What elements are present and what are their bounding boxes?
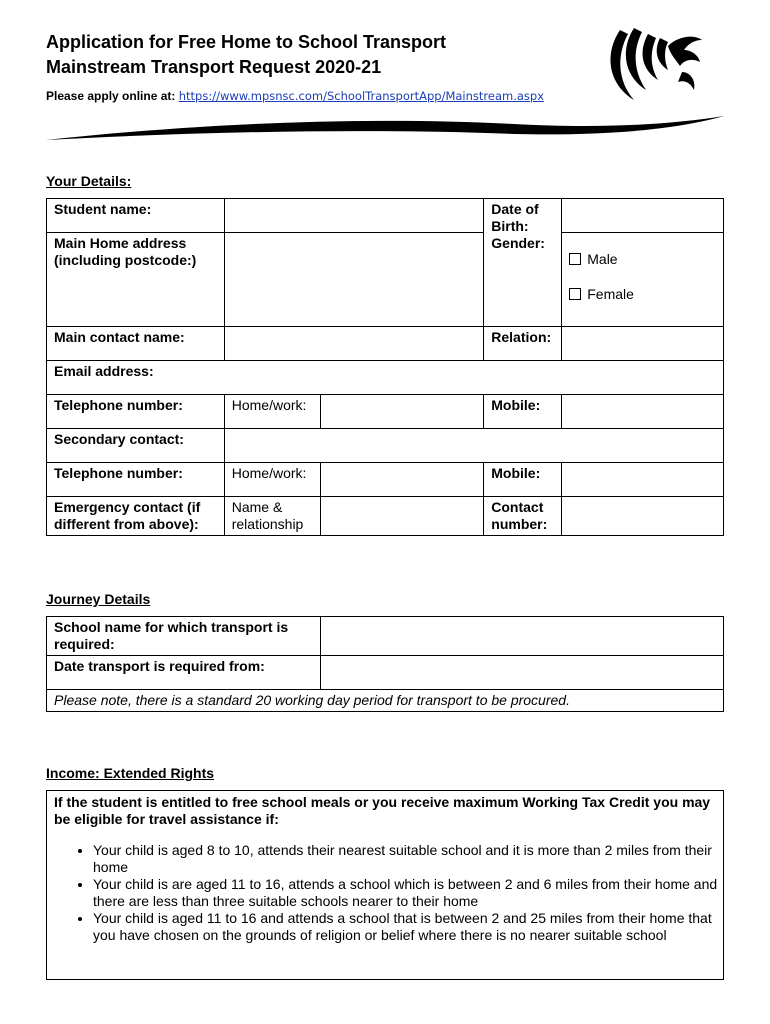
- gender-options: [562, 233, 724, 327]
- relation-field[interactable]: [562, 327, 724, 361]
- council-logo-icon: [598, 24, 716, 106]
- criteria-item: • Your child is are aged 11 to 16, attends a school which is between 2 and 6 miles from their home and there are less than three suitable schools nearer to their home: [93, 876, 723, 910]
- apply-online-line: Please apply online at: https://www.mpsnsc.com/SchoolTransportApp/Mainstream.aspx: [46, 89, 544, 103]
- secondary-mobile-field[interactable]: [562, 463, 724, 497]
- female-checkbox[interactable]: [569, 288, 581, 300]
- secondary-homework-field[interactable]: [320, 463, 484, 497]
- header-swoosh: [44, 110, 726, 146]
- secondary-telephone-label: Telephone number:: [47, 463, 225, 497]
- page-title: Application for Free Home to School Transport Mainstream Transport Request 2020-21: [46, 32, 447, 77]
- dob-gender-cell: [484, 199, 562, 327]
- relation-label: Relation:: [484, 327, 562, 361]
- procurement-note: Please note, there is a standard 20 working day period for transport to be procured.: [47, 690, 724, 712]
- name-relationship-label: Name & relationship: [224, 497, 320, 536]
- criteria-list: [47, 842, 723, 944]
- main-contact-field[interactable]: [224, 327, 484, 361]
- your-details-table: [46, 198, 724, 536]
- dob-label: Date of Birth:: [491, 201, 539, 234]
- dob-field[interactable]: [562, 199, 724, 233]
- email-label: Email address:: [47, 361, 724, 395]
- contact-number-label: Contact number:: [484, 497, 562, 536]
- homework-field[interactable]: [320, 395, 484, 429]
- main-contact-label: Main contact name:: [47, 327, 225, 361]
- male-option[interactable]: Male: [569, 251, 716, 268]
- secondary-mobile-label: Mobile:: [484, 463, 562, 497]
- school-name-field[interactable]: [320, 617, 723, 656]
- income-heading: Income: Extended Rights: [46, 765, 215, 781]
- application-link[interactable]: https://www.mpsnsc.com/SchoolTransportApp/Mainstream.aspx: [178, 89, 544, 103]
- criteria-item: • Your child is aged 8 to 10, attends their nearest suitable school and it is more than 2 miles from their home: [93, 842, 723, 876]
- school-name-label: School name for which transport is required:: [47, 617, 321, 656]
- emergency-name-field[interactable]: [320, 497, 484, 536]
- criteria-item: • Your child is aged 11 to 16 and attends a school that is between 2 and 25 miles from their home that you have chosen on the grounds of religion or belief where there is no nearer suitable school: [93, 910, 723, 944]
- telephone-label: Telephone number:: [47, 395, 225, 429]
- student-name-field[interactable]: [224, 199, 484, 233]
- date-required-label: Date transport is required from:: [47, 656, 321, 690]
- income-intro: If the student is entitled to free school meals or you receive maximum Working Tax Credit you may be eligible for travel assistance if:: [54, 794, 711, 827]
- journey-details-heading: Journey Details: [46, 591, 151, 607]
- student-name-label: Student name:: [47, 199, 225, 233]
- secondary-contact-field[interactable]: [224, 429, 723, 463]
- emergency-contact-label: Emergency contact (if different from above):: [47, 497, 225, 536]
- mobile-label: Mobile:: [484, 395, 562, 429]
- secondary-homework-label: Home/work:: [224, 463, 320, 497]
- gender-label: Gender:: [491, 235, 545, 251]
- homework-label: Home/work:: [224, 395, 320, 429]
- your-details-heading: Your Details:: [46, 173, 132, 189]
- date-required-field[interactable]: [320, 656, 723, 690]
- female-option[interactable]: Female: [569, 286, 716, 303]
- home-address-field[interactable]: [224, 233, 484, 327]
- contact-number-field[interactable]: [562, 497, 724, 536]
- home-address-label: Main Home address (including postcode:): [47, 233, 225, 327]
- journey-details-table: [46, 616, 724, 712]
- mobile-field[interactable]: [562, 395, 724, 429]
- income-box: [46, 790, 724, 980]
- secondary-contact-label: Secondary contact:: [47, 429, 225, 463]
- male-checkbox[interactable]: [569, 253, 581, 265]
